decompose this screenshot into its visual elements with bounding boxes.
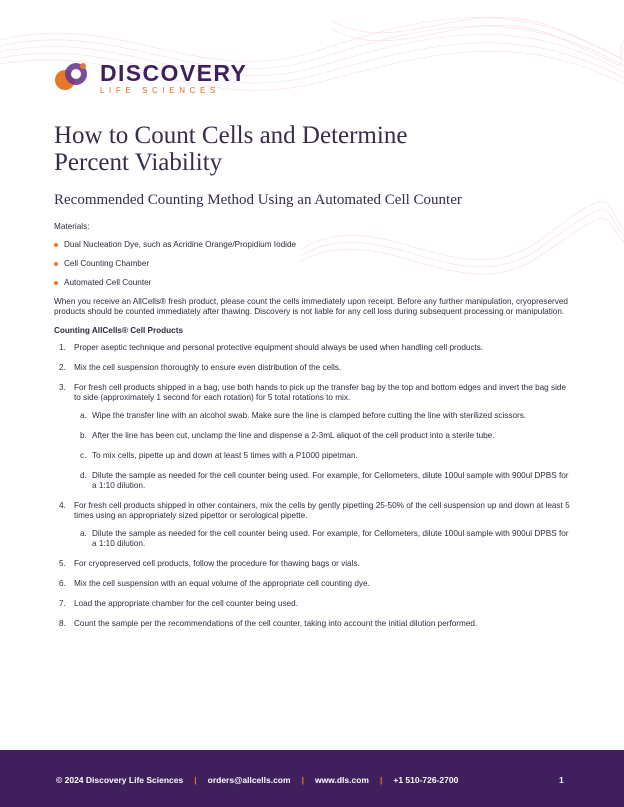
- bullet-dot-icon: [54, 262, 58, 266]
- steps-list: [54, 343, 574, 629]
- intro-paragraph: When you receive an AllCells® fresh product, please count the cells immediately upon receipt. Before any further manipulation, cryopreserved products should be counted immediately after thawing. Discovery is not liable for any cell loss during subsequent processing or manipulation.: [54, 297, 568, 316]
- footer-separator: |: [194, 775, 197, 785]
- step-item: 8. Count the sample per the recommendations of the cell counter, taking into account the initial dilution performed.: [59, 619, 478, 628]
- footer: [0, 750, 624, 807]
- substeps-list: [74, 529, 574, 549]
- footer-email-link[interactable]: orders@allcells.com: [207, 775, 291, 785]
- footer-copyright: © 2024 Discovery Life Sciences: [56, 775, 184, 785]
- materials-list: [54, 240, 574, 288]
- footer-website-link[interactable]: www.dls.com: [314, 775, 369, 785]
- page-number: 1: [559, 775, 564, 785]
- bullet-dot-icon: [54, 281, 58, 285]
- substep-item: b. After the line has been cut, unclamp the line and dispense a 2-3mL aliquot of the cell product into a sterile tube.: [80, 431, 495, 440]
- footer-phone: +1 510-726-2700: [393, 775, 459, 785]
- logo-tagline: LIFE SCIENCES: [100, 86, 220, 95]
- page-title-line-2: Percent Viability: [54, 149, 223, 176]
- footer-contact-row: [56, 775, 458, 785]
- logo: [52, 58, 247, 98]
- step-item: 6. Mix the cell suspension with an equal volume of the appropriate cell counting dye.: [59, 579, 370, 588]
- step-item: 2. Mix the cell suspension thoroughly to ensure even distribution of the cells.: [59, 363, 342, 372]
- footer-separator: |: [379, 775, 383, 785]
- substep-item: a. Wipe the transfer line with an alcohol swab. Make sure the line is clamped before cutting the line with sterilized scissors.: [80, 411, 527, 420]
- substep-item: c. To mix cells, pipette up and down at least 5 times with a P1000 pipetman.: [80, 451, 358, 460]
- substeps-list: [74, 411, 574, 491]
- page-title-line-1: How to Count Cells and Determine: [54, 122, 408, 149]
- page-subtitle: Recommended Counting Method Using an Automated Cell Counter: [54, 192, 462, 208]
- materials-item: Cell Counting Chamber: [54, 259, 574, 269]
- bullet-dot-icon: [54, 243, 58, 247]
- materials-item: Dual Nucleation Dye, such as Acridine Orange/Propidium Iodide: [54, 240, 574, 250]
- document-body: [54, 222, 574, 639]
- materials-label: Materials:: [54, 222, 90, 231]
- step-item: 3. For fresh cell products shipped in a bag, use both hands to pick up the transfer bag by the top and bottom edges and invert the bag side to side (approximately 1 second for each rotation) for 5 total rotations to mix. a. Wipe the transfer line with an alcohol swab. Make sure the line is clamped before cutting the line with sterilized scissors. b. After the line has been cut, unclamp the line and dispense a 2-3mL aliquot of the cell product into a sterile tube. c. To mix cells, pipette up and down at least 5 times with a P1000 pipetman. d. Dilute the sample as needed for the cell counter being used. For example, for Cellometers, dilute 100ul sample with 900ul DPBS for a 1:10 dilution.: [54, 383, 574, 491]
- section-heading: Counting AllCells® Cell Products: [54, 326, 184, 335]
- footer-separator: |: [301, 775, 304, 785]
- page-title: [54, 122, 574, 176]
- discovery-logo-icon: [52, 58, 92, 98]
- substep-item: a. Dilute the sample as needed for the cell counter being used. For example, for Cellometers, dilute 100ul sample with 900ul DPBS for a 1:10 dilution.: [80, 529, 569, 548]
- materials-item: Automated Cell Counter: [54, 278, 574, 288]
- substep-item: d. Dilute the sample as needed for the cell counter being used. For example, for Cellometers, dilute 100ul sample with 900ul DPBS for a 1:10 dilution.: [80, 471, 569, 490]
- step-item: 1. Proper aseptic technique and personal protective equipment should always be used when handling cell products.: [59, 343, 484, 352]
- step-item: 5. For cryopreserved cell products, follow the procedure for thawing bags or vials.: [59, 559, 360, 568]
- step-item: 7. Load the appropriate chamber for the cell counter being used.: [59, 599, 298, 608]
- logo-name: DISCOVERY: [100, 60, 248, 86]
- step-item: 4. For fresh cell products shipped in other containers, mix the cells by gently pipetting 25-50% of the cell suspension up and down at least 5 times using an appropriately sized pipettor or serological pipette. a. Dilute the sample as needed for the cell counter being used. For example, for Cellometers, dilute 100ul sample with 900ul DPBS for a 1:10 dilution.: [54, 501, 574, 549]
